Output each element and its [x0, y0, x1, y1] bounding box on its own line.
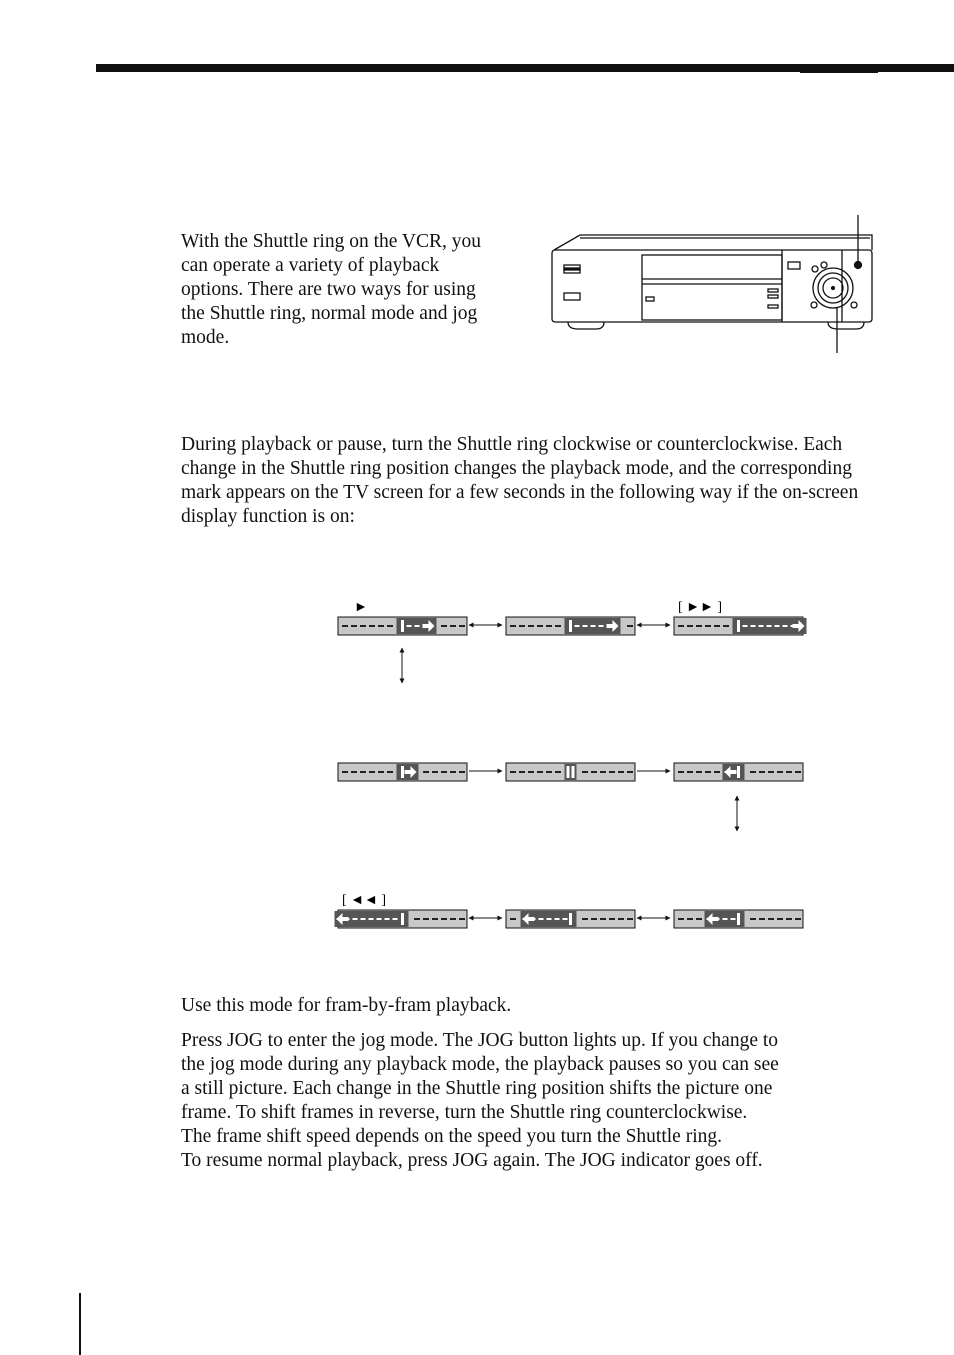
play-label: ►	[354, 600, 368, 615]
rewind-label: [ ◄◄ ]	[342, 893, 387, 908]
shuttle-mode-diagram	[330, 590, 810, 940]
header-rule-notch	[800, 70, 878, 73]
jog-line: Press JOG to enter the jog mode. The JOG button lights up. If you change to	[181, 1030, 779, 1051]
jog-line: a still picture. Each change in the Shuttle ring position shifts the picture one	[181, 1078, 773, 1099]
shuttle-indicator-bar	[674, 910, 803, 928]
shuttle-indicator-bar	[506, 617, 635, 635]
jog-line: frame. To shift frames in reverse, turn the Shuttle ring counterclockwise.	[181, 1102, 748, 1123]
jog-line: To resume normal playback, press JOG again. The JOG indicator goes off.	[181, 1150, 763, 1171]
shuttle-indicator-bar	[506, 910, 635, 928]
fast-forward-label: [ ►► ]	[678, 600, 723, 615]
intro-paragraph: With the Shuttle ring on the VCR, you can operate a variety of playback options. There are two ways for using the Shuttle ring, normal mode and jog mode.	[181, 231, 482, 348]
shuttle-indicator-bar	[674, 763, 803, 781]
vcr-illustration	[540, 205, 880, 365]
shuttle-indicator-bar	[674, 617, 807, 635]
jog-mode-paragraph	[181, 1029, 891, 1173]
shuttle-indicator-bar	[338, 617, 467, 635]
shuttle-indicator-bar	[338, 763, 467, 781]
margin-line	[79, 1293, 81, 1355]
jog-mode-intro: Use this mode for fram-by-fram playback.	[181, 995, 512, 1016]
jog-line: the jog mode during any playback mode, the playback pauses so you can see	[181, 1054, 779, 1075]
jog-line: The frame shift speed depends on the speed you turn the Shuttle ring.	[181, 1126, 722, 1147]
normal-mode-paragraph: During playback or pause, turn the Shuttle ring clockwise or counterclockwise. Each change in the Shuttle ring position changes the playback mode, and the corresponding mark appears on the TV screen for a few seconds in the following way if the on-screen display function is on:	[181, 434, 859, 527]
shuttle-indicator-bar	[335, 910, 468, 928]
shuttle-indicator-bar	[506, 763, 635, 781]
